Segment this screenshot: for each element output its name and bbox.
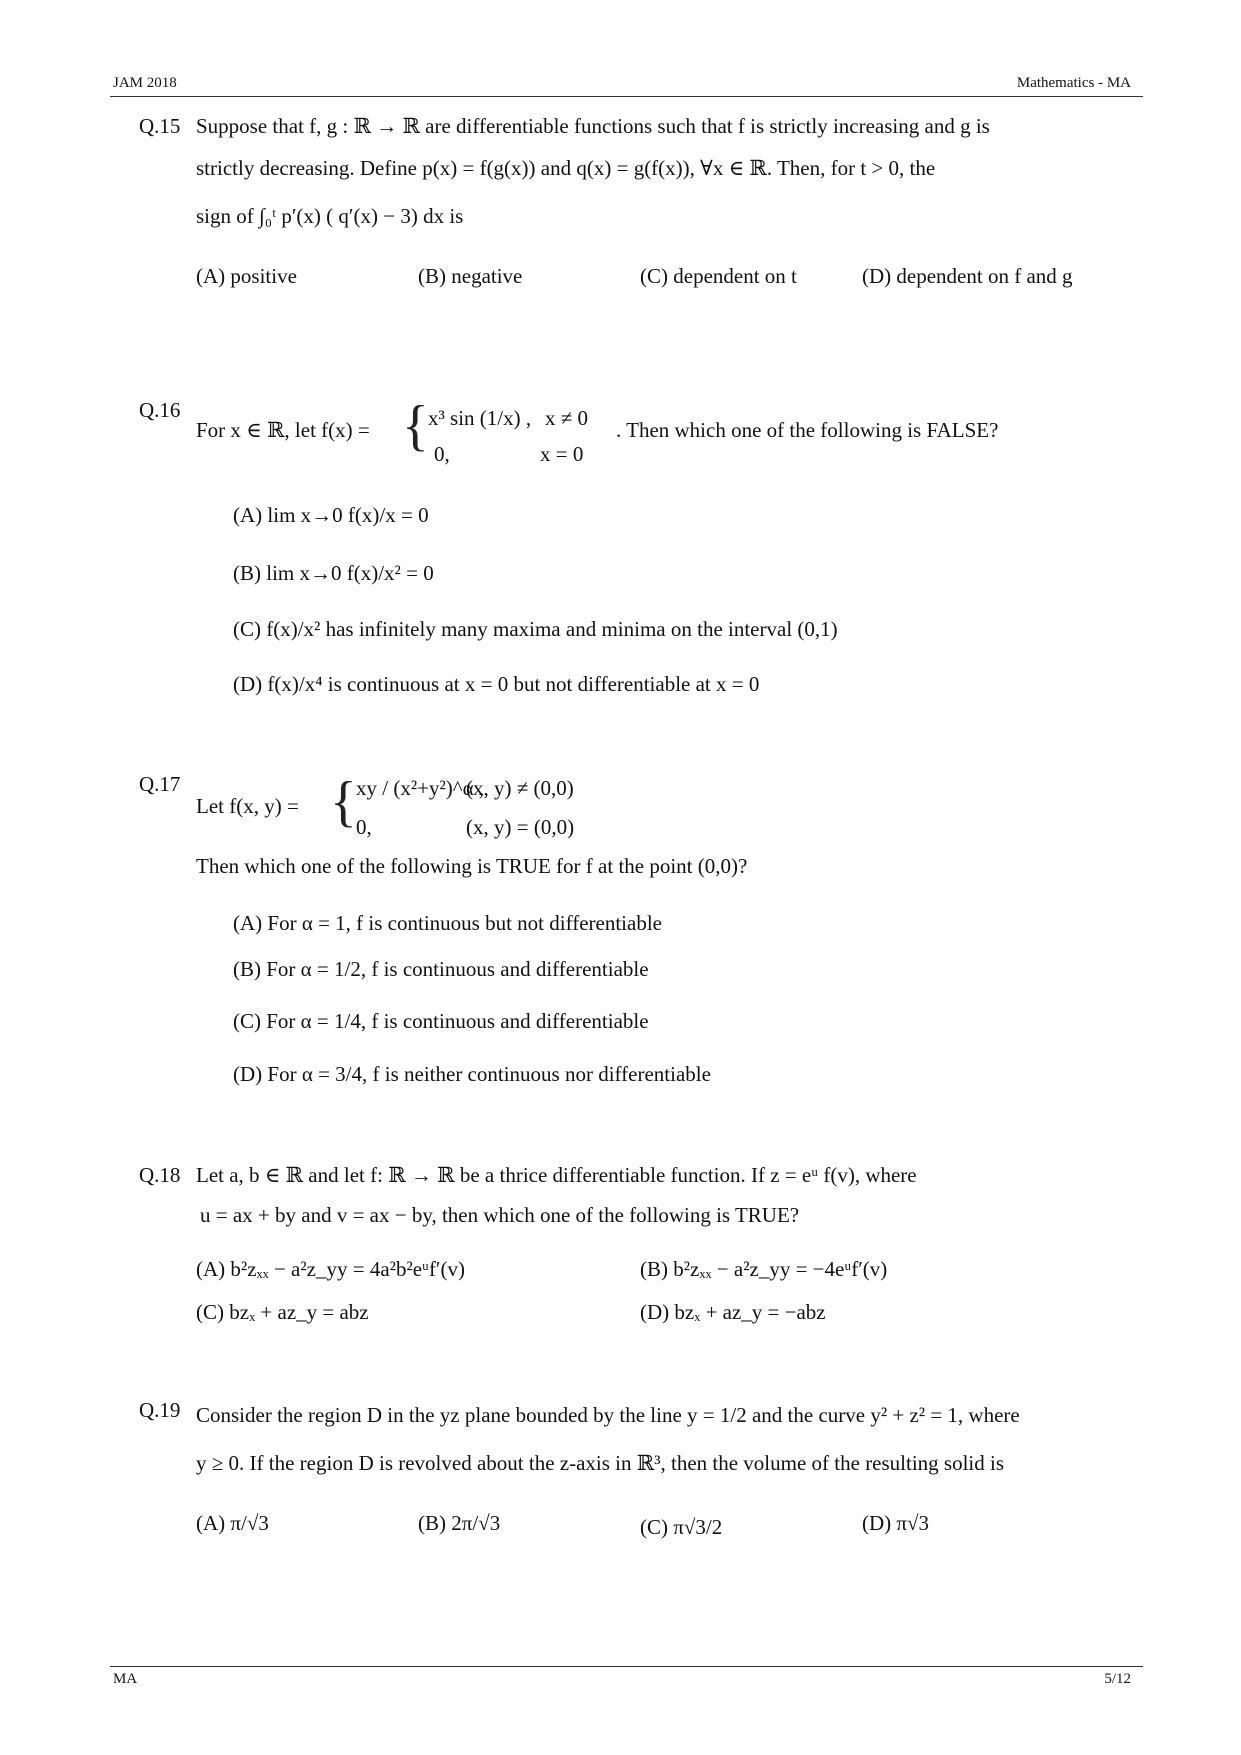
q19-option-d: (D) π√3: [862, 1511, 930, 1535]
q17-stem: Then which one of the following is TRUE for f at the point (0,0)?: [196, 854, 748, 878]
header-right: Mathematics - MA: [1016, 75, 1131, 91]
footer-left: MA: [113, 1671, 138, 1687]
q15-line2: strictly decreasing. Define p(x) = f(g(x)) and q(x) = g(f(x)), ∀x ∈ ℝ. Then, for t > 0, the: [196, 156, 936, 180]
q18-number: Q.18: [139, 1163, 181, 1187]
q18-line1: Let a, b ∈ ℝ and let f: ℝ → ℝ be a thrice differentiable function. If z = eᵘ f(v), where: [196, 1163, 917, 1187]
q15-option-b: (B) negative: [418, 264, 523, 288]
footer-rule: [110, 1666, 1143, 1667]
q16-case2: 0,: [434, 442, 450, 466]
q18-line2: u = ax + by and v = ax − by, then which one of the following is TRUE?: [200, 1203, 800, 1227]
q17-option-a: (A) For α = 1, f is continuous but not differentiable: [233, 911, 662, 935]
q16-tail: . Then which one of the following is FALSE?: [616, 418, 999, 442]
q19-line1: Consider the region D in the yz plane bounded by the line y = 1/2 and the curve y² + z² = 1, where: [196, 1403, 1020, 1427]
footer-page-number: 5/12: [1104, 1671, 1131, 1687]
header-rule: [110, 96, 1143, 97]
q17-cond1: (x, y) ≠ (0,0): [466, 776, 574, 800]
header-left: JAM 2018: [113, 75, 177, 91]
q16-cond1: x ≠ 0: [545, 406, 589, 430]
q16-option-c: (C) f(x)/x² has infinitely many maxima and minima on the interval (0,1): [233, 617, 838, 641]
q19-line2: y ≥ 0. If the region D is revolved about the z-axis in ℝ³, then the volume of the resulting solid is: [196, 1451, 1005, 1475]
q15-line3: sign of ∫₀ᵗ p′(x) ( q′(x) − 3) dx is: [196, 204, 464, 228]
q17-number: Q.17: [139, 772, 181, 796]
q16-number: Q.16: [139, 398, 181, 422]
q18-option-b: (B) b²zₓₓ − a²z_yy = −4eᵘf′(v): [640, 1257, 888, 1281]
q16-lead: For x ∈ ℝ, let f(x) =: [196, 418, 370, 442]
q16-option-b: (B) lim x→0 f(x)/x² = 0: [233, 561, 434, 585]
q16-option-d: (D) f(x)/x⁴ is continuous at x = 0 but not differentiable at x = 0: [233, 672, 760, 696]
q16-case1: x³ sin (1/x) ,: [428, 406, 532, 430]
q15-option-a: (A) positive: [196, 264, 297, 288]
q19-number: Q.19: [139, 1398, 181, 1422]
q17-option-b: (B) For α = 1/2, f is continuous and differentiable: [233, 957, 649, 981]
q19-option-a: (A) π/√3: [196, 1511, 269, 1535]
q15-number: Q.15: [139, 114, 181, 138]
q18-option-d: (D) bzₓ + az_y = −abz: [640, 1300, 826, 1324]
q16-cond2: x = 0: [540, 442, 584, 466]
q17-cond2: (x, y) = (0,0): [466, 815, 575, 839]
q19-option-b: (B) 2π/√3: [418, 1511, 501, 1535]
q17-option-c: (C) For α = 1/4, f is continuous and differentiable: [233, 1009, 649, 1033]
q18-option-c: (C) bzₓ + az_y = abz: [196, 1300, 369, 1324]
q17-option-d: (D) For α = 3/4, f is neither continuous nor differentiable: [233, 1062, 711, 1086]
q19-option-c: (C) π√3/2: [640, 1515, 723, 1539]
q15-option-d: (D) dependent on f and g: [862, 264, 1073, 288]
q18-option-a: (A) b²zₓₓ − a²z_yy = 4a²b²eᵘf′(v): [196, 1257, 466, 1281]
q16-option-a: (A) lim x→0 f(x)/x = 0: [233, 503, 429, 527]
q16-brace: {: [402, 395, 429, 457]
q17-brace: {: [330, 771, 357, 833]
q17-lead: Let f(x, y) =: [196, 794, 299, 818]
q15-line1: Suppose that f, g : ℝ → ℝ are differentiable functions such that f is strictly increasing and g is: [196, 114, 990, 138]
q17-case2: 0,: [356, 815, 372, 839]
q17-case1: xy / (x²+y²)^α ,: [356, 776, 485, 800]
q15-option-c: (C) dependent on t: [640, 264, 797, 288]
